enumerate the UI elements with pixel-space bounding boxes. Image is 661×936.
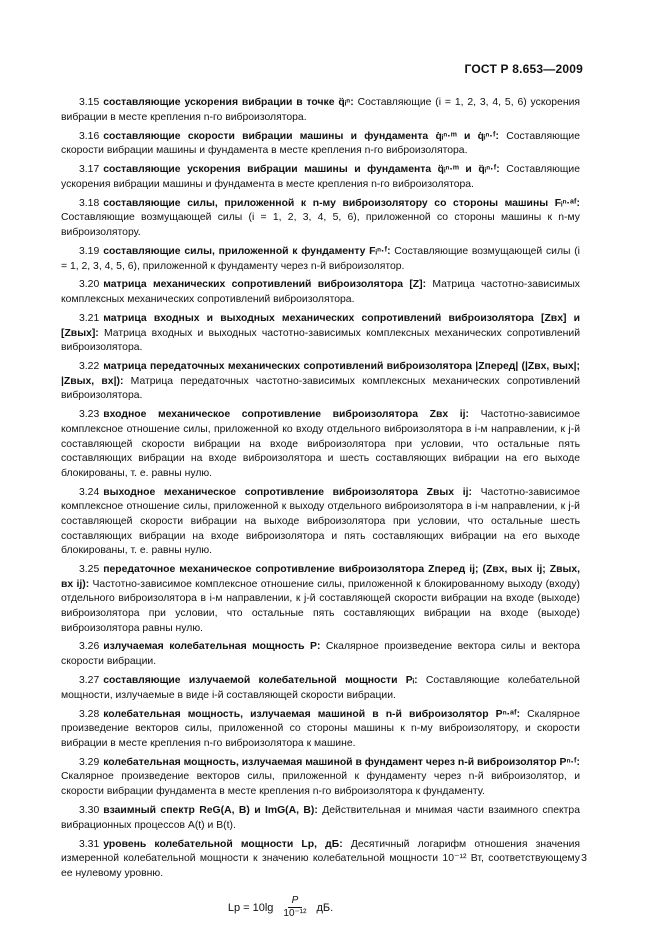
item-number: 3.20 — [79, 279, 100, 291]
item-number: 3.17 — [79, 164, 100, 176]
item-number: 3.23 — [79, 409, 100, 421]
formula-numerator: P — [288, 895, 303, 908]
item-number: 3.21 — [79, 313, 100, 325]
item-text: Десятичный логарифм отношения значения измеренной колебательной мощности к значению колебательной мощности 10⁻¹² Вт, соответствующему ее нулевому уровню. — [61, 838, 581, 879]
item-term: выходное механическое сопротивление виброизолятора Zвых ij: — [103, 486, 472, 498]
item-term: колебательная мощность, излучаемая машиной в фундамент через n-й виброизолятор Pⁿ·ᶠ: — [103, 756, 580, 768]
item-term: составляющие скорости вибрации машины и фундамента q̇ᵢⁿ·ᵐ и q̇ᵢⁿ·ᶠ: — [103, 130, 499, 142]
definition-item — [61, 756, 580, 800]
item-number: 3.24 — [79, 486, 100, 498]
item-text: Матрица частотно-зависимых комплексных механических сопротивлений виброизолятора. — [61, 279, 580, 306]
definition-item — [61, 408, 580, 481]
item-number: 3.15 — [79, 97, 100, 108]
item-number: 3.19 — [79, 245, 100, 257]
definition-item — [61, 804, 580, 833]
item-number: 3.18 — [79, 197, 100, 209]
definition-item — [61, 312, 580, 356]
item-text: Составляющие скорости вибрации машины и фундамента в месте крепления n-го виброизолятора. — [61, 130, 580, 157]
item-number: 3.27 — [79, 675, 100, 687]
definition-item — [61, 708, 580, 752]
definition-item — [61, 278, 580, 307]
item-text: Составляющие возмущающей силы (i = 1, 2, 3, 4, 5, 6), приложенной к фундаменту через n-й виброизолятор. — [61, 245, 580, 272]
item-text: Составляющие колебательной мощности, излучаемые в виде i-й составляющей скорости вибрации. — [61, 675, 580, 701]
item-term: колебательная мощность, излучаемая машиной в n-й виброизолятор Pⁿ·ᵃᶠ: — [103, 708, 521, 720]
power-level-formula — [61, 895, 580, 920]
item-term: уровень колебательной мощности Lp, дБ: — [103, 838, 343, 850]
formula-lhs: Lp = 10lg — [227, 901, 274, 914]
item-number: 3.28 — [79, 708, 100, 720]
page-number: 3 — [581, 852, 587, 864]
item-number: 3.26 — [79, 641, 100, 653]
definition-item — [61, 640, 580, 669]
item-number: 3.25 — [79, 564, 100, 576]
item-term: составляющие силы, приложенной к фундаменту Fᵢⁿ·ᶠ: — [103, 245, 391, 257]
item-term: составляющие излучаемой колебательной мощности Pᵢ: — [103, 675, 418, 687]
item-text: Частотно-зависимое комплексное отношение силы, приложенной ко входу отдельного виброизолятора в i-м направлении, к j-й составляющей скорости вибрации на входе виброизолятора при условии, что остальные пять составляющих вибрации на входе виброизолятора и шесть составляющих вибрации на его выходе блокированы, т. е. равны нулю. — [61, 409, 581, 479]
definition-item — [61, 486, 580, 559]
item-term: составляющие силы, приложенной к n-му виброизолятору со стороны машины Fᵢⁿ·ᵃᶠ: — [103, 197, 580, 209]
definition-item — [61, 245, 580, 274]
item-term: передаточное механическое сопротивление виброизолятора Zперед ij; (Zвх, вых ij; Zвых, вх ij): — [61, 564, 580, 590]
item-term: входное механическое сопротивление виброизолятора Zвх ij: — [103, 409, 469, 421]
item-number: 3.29 — [79, 756, 100, 768]
item-text: Скалярное произведение векторов силы, приложенной со стороны машины к n-му виброизолятору, и скорости вибрации в месте крепления n-го виброизолятора к машине. — [61, 708, 580, 749]
item-term: излучаемая колебательная мощность P: — [103, 641, 321, 653]
item-number: 3.22 — [79, 361, 100, 373]
formula-denominator: 10⁻¹² — [283, 908, 307, 920]
definition-item — [61, 197, 580, 241]
item-number: 3.16 — [79, 130, 100, 142]
definition-item — [61, 563, 580, 636]
item-text: Скалярное произведение вектора силы и вектора скорости вибрации. — [61, 641, 580, 668]
item-text: Составляющие возмущающей силы (i = 1, 2, 3, 4, 5, 6), приложенной со стороны машины к n-му виброизолятору. — [61, 212, 580, 238]
definition-item — [61, 163, 580, 192]
definition-item — [61, 130, 580, 159]
formula-fraction — [279, 895, 310, 920]
definition-item — [61, 360, 580, 404]
document-code: ГОСТ Р 8.653—2009 — [464, 62, 583, 76]
item-text: Составляющие ускорения вибрации машины и фундамента в месте крепления n-го виброизолятора. — [61, 164, 581, 190]
item-term: взаимный спектр ReG(A, B) и ImG(A, B): — [103, 804, 318, 816]
item-number: 3.31 — [79, 838, 100, 850]
definition-item — [61, 96, 580, 125]
item-number: 3.30 — [79, 804, 100, 816]
item-text: Составляющие (i = 1, 2, 3, 4, 5, 6) ускорения вибрации в месте крепления n-го виброизолятора. — [61, 97, 580, 123]
definition-item — [61, 838, 580, 882]
item-text: Частотно-зависимое комплексное отношение силы, приложенной к выходу отдельного виброизолятора в i-м направлении, к j-й составляющей скорости вибрации на выходе виброизолятора при условии, что остальные шесть составляющих вибрации на входе виброизолятора и пять составляющих вибрации на его выходе блокированы, т. е. равны нулю. — [61, 486, 581, 557]
item-text: Матрица передаточных частотно-зависимых комплексных механических сопротивлений виброизолятора. — [61, 375, 581, 402]
item-text: Скалярное произведение векторов силы, приложенной к фундаменту через n-й виброизолятор, и скорости вибрации фундамента в месте крепления n-го виброизолятора к фундаменту. — [61, 771, 580, 797]
definitions-list — [61, 96, 580, 920]
item-term: матрица входных и выходных механических сопротивлений виброизолятора [Zвх] и [Zвых]: — [61, 313, 580, 339]
item-text: Частотно-зависимое комплексное отношение силы, приложенной к блокированному выходу (входу) отдельного виброизолятора в i-м направлении, к j-й составляющей скорости вибрации на входе (выходе) виброизолятора при условии, что остальные пять составляющих вибрации на входе (выходе) виброизолятора равны нулю. — [61, 578, 581, 634]
formula-unit: дБ. — [316, 901, 334, 914]
item-term: матрица передаточных механических сопротивлений виброизолятора |Zперед| (|Zвх, вых|; |Zвых, вх|): — [61, 361, 580, 387]
item-text: Матрица входных и выходных частотно-зависимых комплексных механических сопротивлений виброизолятора. — [61, 327, 581, 354]
item-term: составляющие ускорения вибрации машины и фундамента q̈ᵢⁿ·ᵐ и q̈ᵢⁿ·ᶠ: — [103, 164, 500, 176]
item-term: матрица механических сопротивлений виброизолятора [Z]: — [103, 279, 427, 291]
item-term: составляющие ускорения вибрации в точке q̈ᵢⁿ: — [103, 97, 354, 108]
definition-item — [61, 674, 580, 703]
item-text: Действительная и мнимая части взаимного спектра вибрационных процессов A(t) и B(t). — [61, 804, 580, 831]
